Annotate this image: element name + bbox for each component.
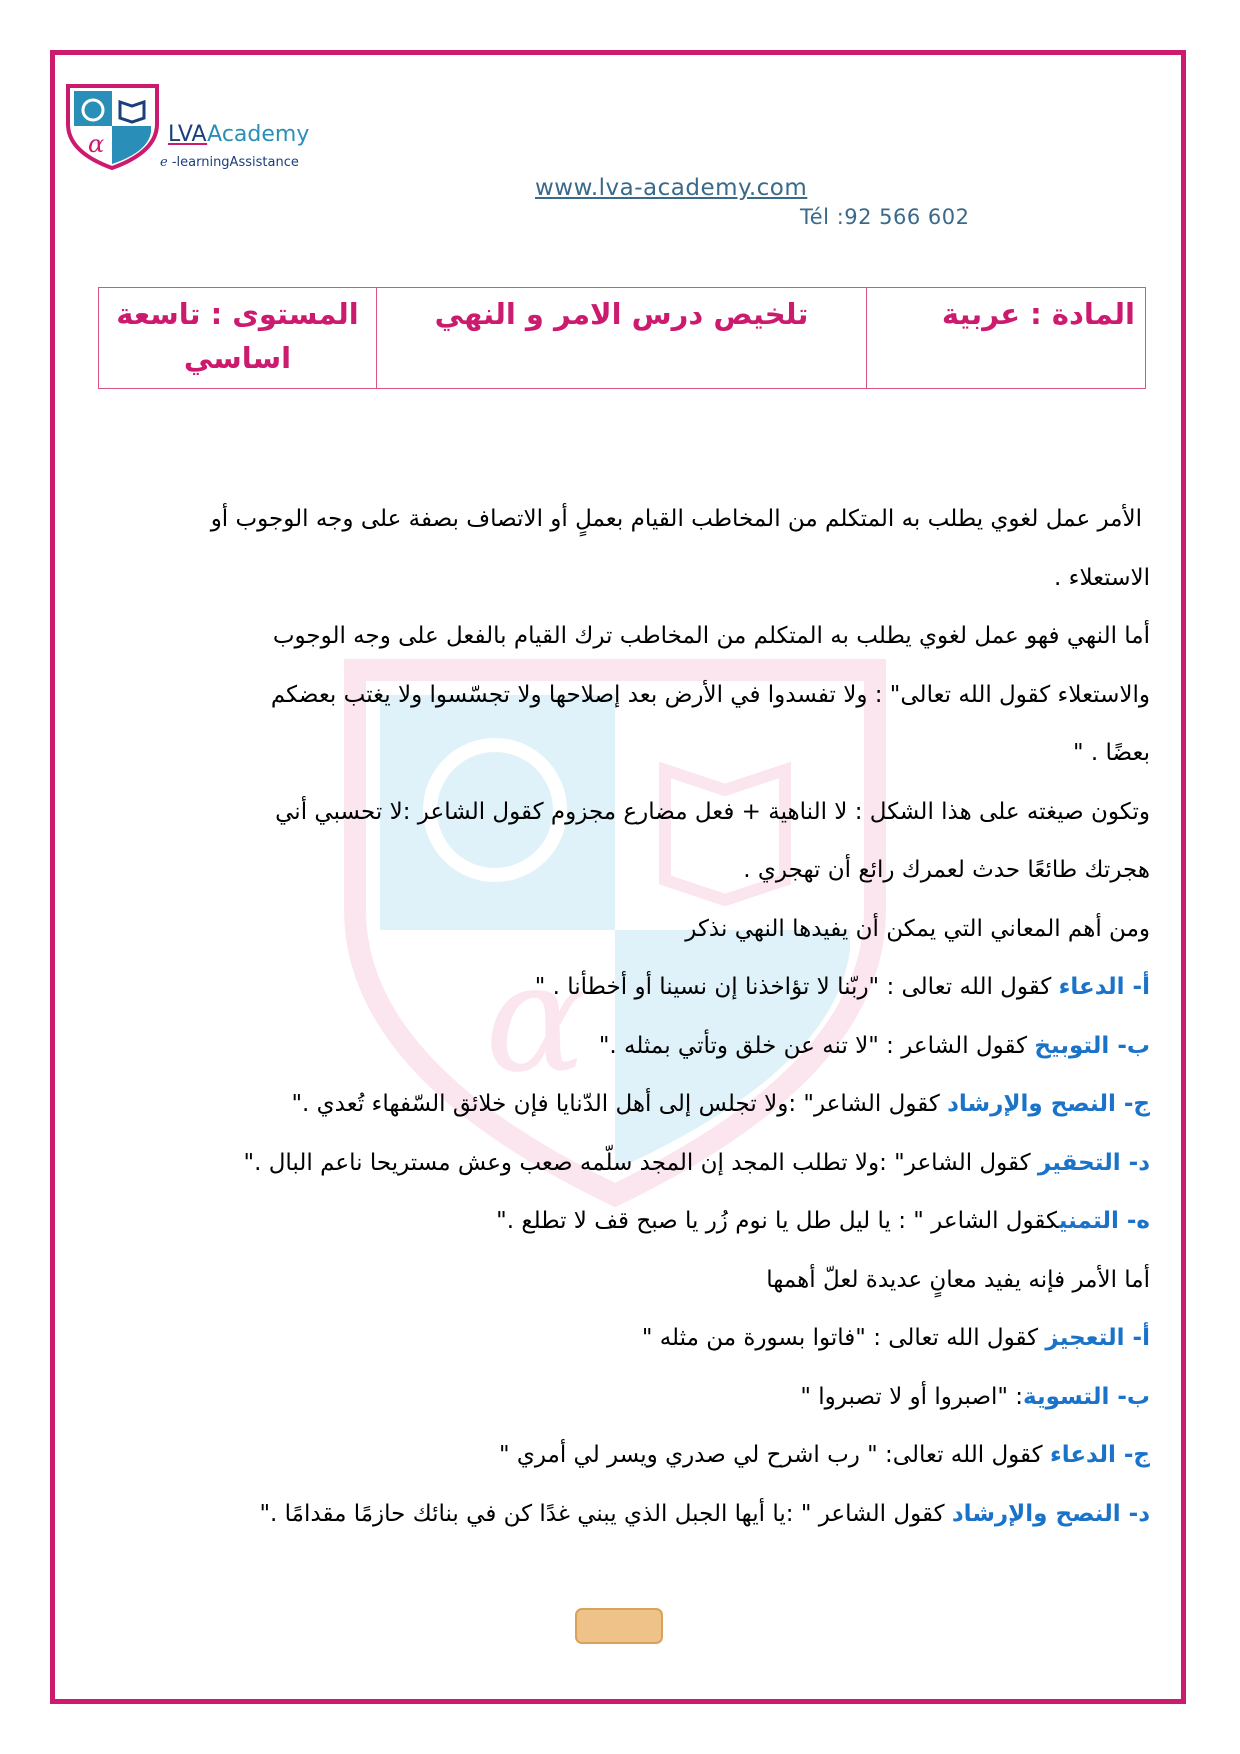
amr-meaning-item [120, 1309, 1150, 1368]
amr-definition-line-1: الأمر عمل لغوي يطلب به المتكلم من المخاطب القيام بعملٍ أو الاتصاف بصفة على وجه الوجوب أو [210, 506, 1142, 532]
meaning-text: كقول الله تعالى: " رب اشرح لي صدري ويسر لي أمري " [498, 1442, 1050, 1468]
meaning-label: ج- النصح والإرشاد [947, 1091, 1150, 1117]
website-link[interactable]: www.lva-academy.com [535, 175, 808, 201]
brand-lva [168, 122, 207, 147]
nahy-definition-line-1: أما النهي فهو عمل لغوي يطلب به المتكلم من المخاطب ترك القيام بالفعل على وجه الوجوب [272, 623, 1150, 649]
brand-name [168, 122, 309, 147]
meaning-label: ه- التمني [1058, 1208, 1150, 1234]
meaning-label: د- التحقير [1037, 1149, 1150, 1176]
amr-meaning-item [120, 1485, 1150, 1544]
nahy-meaning-item [120, 1192, 1150, 1251]
meaning-label: د- النصح والإرشاد [951, 1500, 1150, 1527]
nahy-definition-line-3: بعضًا . " [1073, 740, 1150, 766]
meaning-label: أ- التعجيز [1045, 1325, 1150, 1351]
meaning-label: ب- التوبيخ [1034, 1032, 1150, 1059]
meaning-text: كقول الشاعر" :ولا تطلب المجد إن المجد سلّمه صعب وعش مستريحا ناعم البال ." [243, 1149, 1038, 1176]
amr-meanings-intro: أما الأمر فإنه يفيد معانٍ عديدة لعلّ أهمها [766, 1266, 1150, 1293]
brand-tagline [160, 155, 299, 170]
header-table [98, 287, 1146, 389]
nahy-form-line-1: وتكون صيغته على هذا الشكل : لا الناهية + فعل مضارع مجزوم كقول الشاعر :لا تحسبي أني [275, 798, 1150, 825]
page-number-button[interactable] [575, 1608, 663, 1644]
tagline-e: e [160, 155, 168, 170]
nahy-meaning-item [120, 1075, 1150, 1134]
nahy-form-line-2: هجرتك طائعًا حدث لعمرك رائع أن تهجري . [743, 857, 1150, 883]
meaning-text: : "اصبروا أو لا تصبروا " [800, 1383, 1024, 1410]
amr-meaning-item [120, 1426, 1150, 1485]
subject-cell: المادة : عربية [867, 288, 1146, 389]
lesson-title-cell: تلخيص درس الامر و النهي [376, 288, 866, 389]
tagline-rest: -learningAssistance [167, 155, 299, 170]
meaning-text: كقول الله تعالى : "فاتوا بسورة من مثله " [641, 1325, 1046, 1351]
lesson-content [120, 490, 1150, 1543]
level-line-1: المستوى : تاسعة [116, 297, 359, 331]
brand-name-part1: LVA [168, 122, 208, 147]
meaning-text: كقول الشاعر : "لا تنه عن خلق وتأتي بمثله ." [598, 1032, 1035, 1059]
nahy-meanings-intro: ومن أهم المعاني التي يمكن أن يفيدها النهي نذكر [685, 915, 1150, 942]
meaning-label: ب- التسوية [1023, 1383, 1150, 1410]
amr-meaning-item [120, 1368, 1150, 1427]
meaning-text: كقول الله تعالى : "ربّنا لا تؤاخذنا إن نسينا أو أخطأنا . " [534, 974, 1059, 1000]
svg-text:α: α [88, 130, 105, 158]
phone-number: Tél :92 566 602 [800, 205, 970, 229]
level-cell [99, 288, 377, 389]
svg-text:α: α [485, 932, 587, 1106]
nahy-meaning-item [120, 1017, 1150, 1076]
amr-definition-line-2: الاستعلاء . [1054, 564, 1150, 591]
meaning-text: كقول الشاعر " : يا ليل طل يا نوم زُر يا صبح قف لا تطلع ." [496, 1208, 1059, 1234]
meaning-text: كقول الشاعر" :ولا تجلس إلى أهل الدّنايا فإن خلائق السّفهاء تُعدي ." [291, 1091, 948, 1117]
meaning-text: كقول الشاعر " :يا أيها الجبل الذي يبني غدًا كن في بنائك حازمًا مقدامًا ." [259, 1500, 952, 1527]
meaning-label: أ- الدعاء [1058, 974, 1150, 1000]
brand-name-part2: Academy [207, 122, 310, 147]
academy-logo [60, 80, 165, 170]
level-line-2: اساسي [183, 341, 292, 375]
nahy-meaning-item [120, 1134, 1150, 1193]
meaning-label: ج- الدعاء [1049, 1442, 1150, 1468]
nahy-meaning-item [120, 958, 1150, 1017]
nahy-definition-line-2: والاستعلاء كقول الله تعالى" : ولا تفسدوا في الأرض بعد إصلاحها ولا تجسّسوا ولا يغتب بعضكم [270, 681, 1150, 708]
